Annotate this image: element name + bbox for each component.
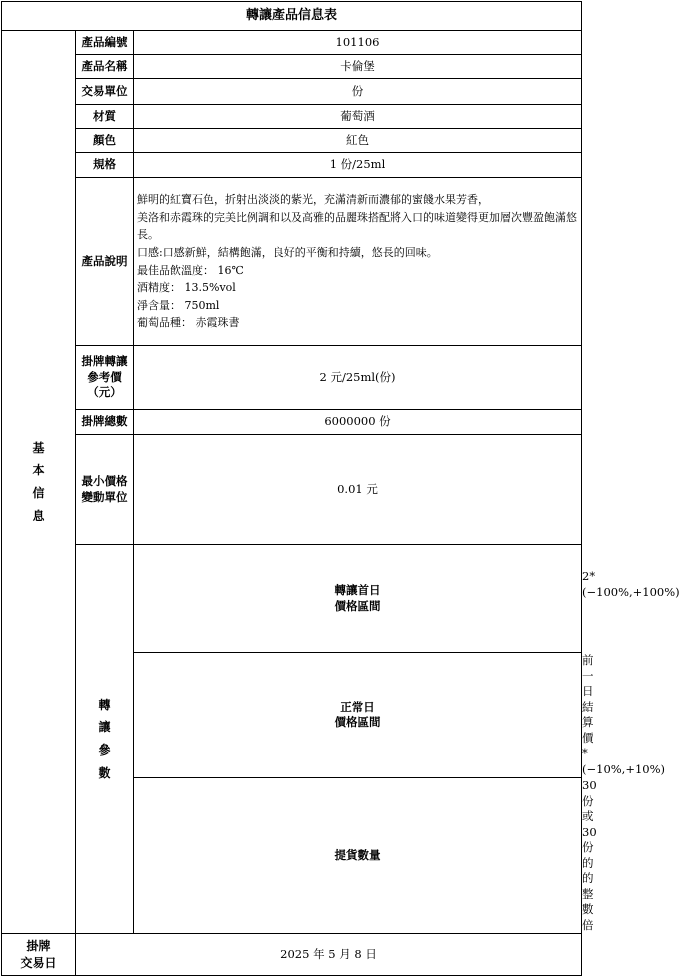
description-line: 最佳品飲溫度： 16℃ [137, 263, 244, 277]
label-min-price-tick [76, 435, 134, 545]
label-normal-day-range [134, 653, 582, 778]
value-description [134, 178, 582, 346]
description-line: 酒精度： 13.5%vol [137, 281, 236, 295]
label-reference-price-line-2: 參考價 [87, 369, 122, 384]
description-line: 淨含量： 750ml [137, 298, 220, 312]
value-product-name: 卡倫堡 [134, 55, 582, 79]
value-reference-price: 2 元/25ml(份) [134, 346, 582, 410]
label-normal-day-range-line-1: 正常日 [340, 699, 375, 714]
label-description: 產品說明 [76, 178, 134, 346]
description-line: 鮮明的紅寶石色，折射出淡淡的紫光，充滿清新而濃郁的蜜餞水果芳香， [137, 193, 489, 207]
table-title: 轉讓產品信息表 [2, 2, 582, 31]
label-total-listed: 掛牌總數 [76, 410, 134, 435]
label-trade-unit: 交易單位 [76, 79, 134, 105]
label-material: 材質 [76, 105, 134, 129]
label-delivery-quantity: 提貨數量 [134, 778, 582, 934]
label-color: 顏色 [76, 129, 134, 153]
label-product-name: 產品名稱 [76, 55, 134, 79]
value-spec: 1 份/25ml [134, 153, 582, 178]
section-transfer-char-4: 數 [98, 765, 111, 780]
label-reference-price [76, 346, 134, 410]
label-min-price-tick-line-1: 最小價格 [81, 473, 128, 488]
label-listing-date [2, 934, 76, 976]
description-line: 口感:口感新鮮，結構飽滿，良好的平衡和持續，悠長的回味。 [137, 245, 438, 259]
section-transfer-char-3: 參 [98, 743, 111, 758]
section-basic-char-1: 基 [32, 440, 45, 455]
section-basic-char-2: 本 [32, 463, 45, 478]
label-reference-price-line-3: （元） [87, 385, 122, 400]
section-transfer-char-1: 轉 [98, 697, 111, 712]
product-info-table: 轉讓產品信息表 基 本 信 息 產品編號 101106 產品名稱 卡倫堡 交易單位 份 材質 葡萄酒 顏色 紅色 規格 1 份/25ml 產品說明 鮮明的紅寶石色，折射出淡淡的紫光，充滿清新而濃郁的蜜餞水果芳香， 美洛和赤霞珠的完美比例調和以及高雅的品麗珠搭配將入口的味道變得更加層次豐盈飽滿悠長。 口感:口感新鮮，結構飽滿，良好的平衡和持續，悠長的回味。 最佳品飲溫度： 16℃ 酒精度： 13.5%vol 淨含量： 750ml 葡萄品種： 赤霞珠書 掛牌轉讓 參考價 （元） 2 元/25ml(份) 掛牌總數 6000000 份 最小價格 變動單位 0.01 元 轉 讓 參 數 轉讓首日 價格區間 2*(−100%,+100%) 正常日 價格區間 前一日結算價*(−10%,+10%) 提貨數量 30 份或 30 份的的整數倍 掛牌 交易日 2025 年 5 月 8 日 [1, 1, 582, 976]
section-basic-char-3: 信 [32, 486, 45, 501]
value-product-code: 101106 [134, 31, 582, 55]
label-min-price-tick-line-2: 變動單位 [81, 489, 128, 504]
value-min-price-tick: 0.01 元 [134, 435, 582, 545]
value-material: 葡萄酒 [134, 105, 582, 129]
section-basic-char-4: 息 [32, 508, 45, 523]
label-reference-price-line-1: 掛牌轉讓 [81, 354, 128, 369]
label-listing-date-line-2: 交易日 [20, 955, 57, 970]
label-spec: 規格 [76, 153, 134, 178]
section-transfer-params [76, 545, 134, 934]
label-first-day-range [134, 545, 582, 653]
label-normal-day-range-line-2: 價格區間 [334, 715, 381, 730]
label-listing-date-line-1: 掛牌 [26, 938, 51, 953]
description-line: 美洛和赤霞珠的完美比例調和以及高雅的品麗珠搭配將入口的味道變得更加層次豐盈飽滿悠長。 [137, 210, 577, 242]
label-first-day-range-line-1: 轉讓首日 [334, 582, 381, 597]
value-color: 紅色 [134, 129, 582, 153]
section-transfer-char-2: 讓 [98, 720, 111, 735]
label-first-day-range-line-2: 價格區間 [334, 598, 381, 613]
label-product-code: 產品編號 [76, 31, 134, 55]
value-total-listed: 6000000 份 [134, 410, 582, 435]
value-listing-date: 2025 年 5 月 8 日 [76, 934, 582, 976]
description-line: 葡萄品種： 赤霞珠書 [137, 316, 240, 330]
section-basic-info [2, 31, 76, 934]
value-trade-unit: 份 [134, 79, 582, 105]
